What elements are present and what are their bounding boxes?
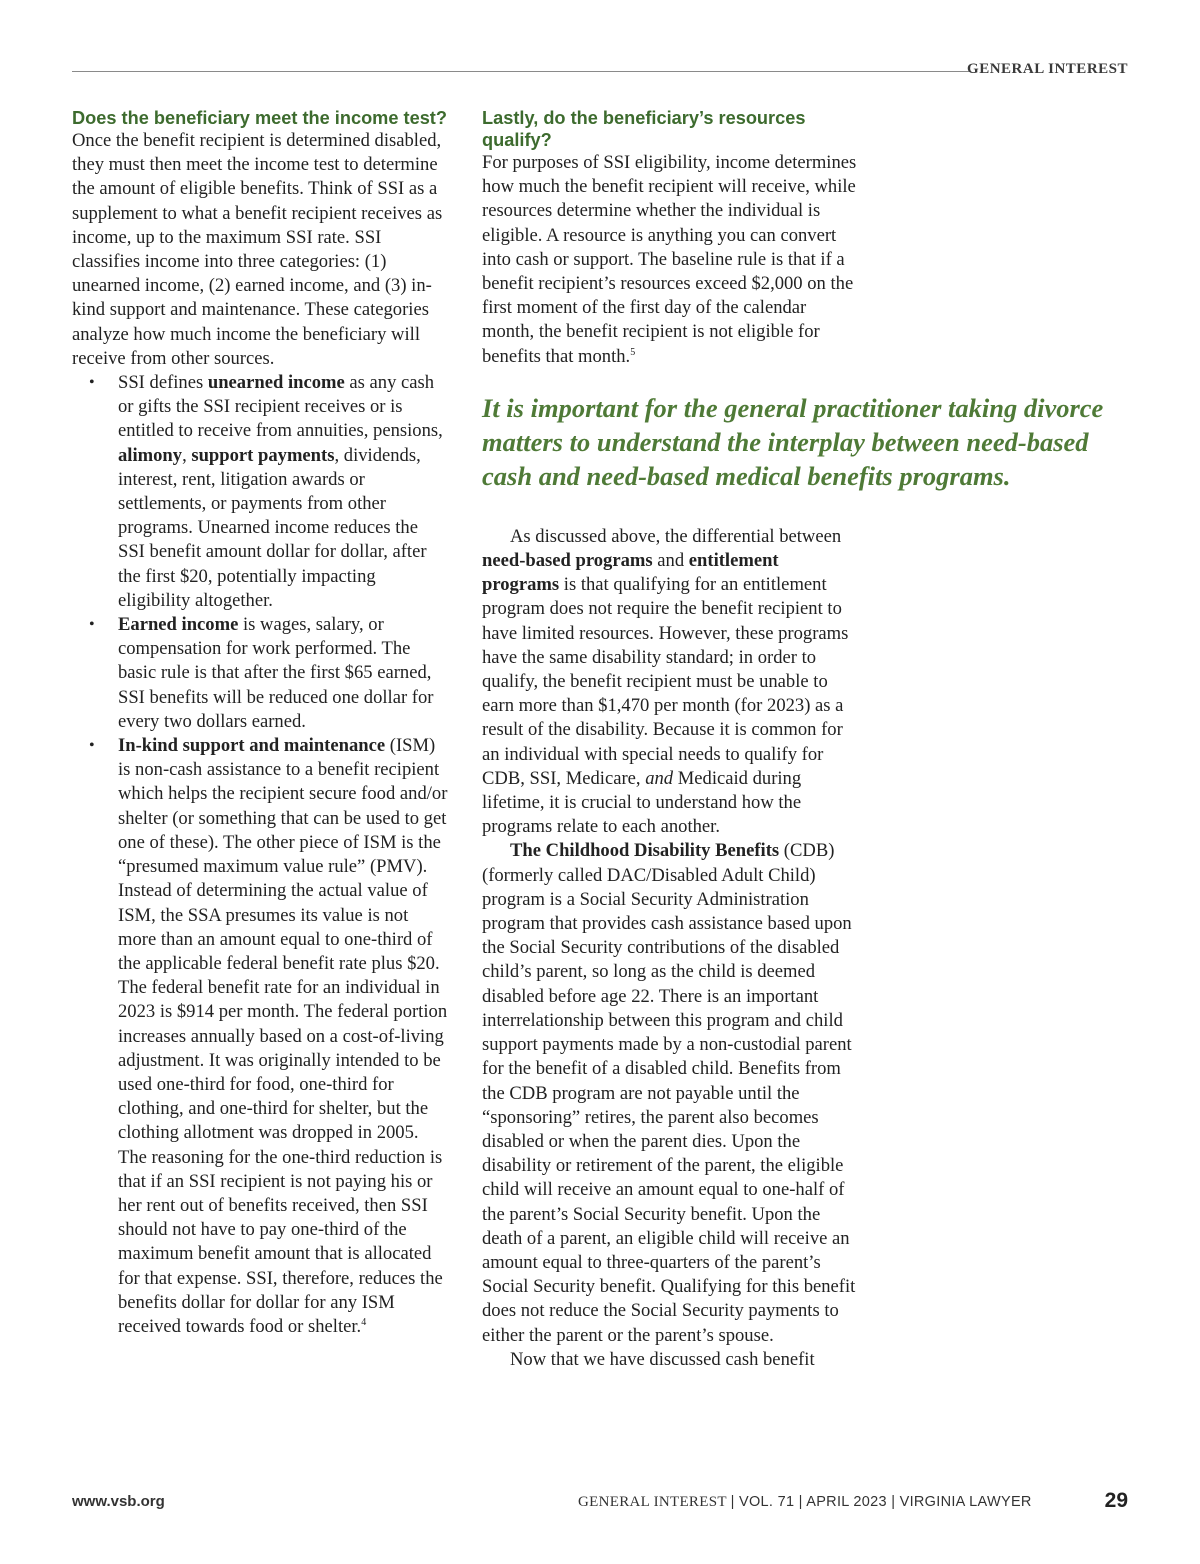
differential-paragraph: As discussed above, the differential between need-based programs and entitlement programs is that qualifying for an entitlement program does not require the benefit recipient to have limited resources. However, these programs have the same disability standard; in order to qualify, the benefit recipient must be unable to earn more than $1,470 per month (for 2023) as a result of the disability. Because it is common for an individual with special needs to qualify for CDB, SSI, Medicare, and Medicaid during lifetime, it is crucial to understand how the programs relate to each another.	[482, 525, 849, 838]
list-item: • SSI defines unearned income as any cash or gifts the SSI recipient receives or is entitled to receive from annuities, pensions, alimony, support payments, dividends, interest, rent, litigation awards or settlements, or payments from other programs. Unearned income reduces the SSI benefit amount dollar for dollar, after the first $20, potentially impacting eligibility altogether.	[89, 372, 443, 611]
footer-issue: | VOL. 71 | APRIL 2023 | VIRGINIA LAWYER	[730, 1494, 1032, 1510]
term-unearned-income: unearned income	[207, 372, 345, 394]
term-entitlement-programs: entitlement programs	[482, 550, 779, 596]
resources-paragraph: For purposes of SSI eligibility, income determines how much the benefit recipient will receive, while resources determine whether the individual is eligible. A resource is anything you can convert into cash or support. The baseline rule is that if a benefit recipient’s resources exceed $2,000 on the first moment of the first day of the calendar month, the benefit recipient is not eligible for benefits that month.$^5$	[482, 152, 857, 367]
header-rule	[72, 71, 970, 72]
term-in-kind-support: In-kind support and maintenance	[118, 735, 386, 757]
section-label: GENERAL INTEREST	[967, 61, 1128, 77]
page-number: 29	[1104, 1489, 1128, 1512]
list-item: • In-kind support and maintenance (ISM) is non-cash assistance to a benefit recipient which helps the recipient secure food and/or shelter (or something that can be used to get one of these). The other piece of ISM is the “presumed maximum value rule” (PMV). Instead of determining the actual value of ISM, the SSA presumes its value is not more than an amount equal to one-third of the applicable federal benefit rate plus $20. The federal benefit rate for an individual in 2023 is $914 per month. The federal portion increases annually based on a cost-of-living adjustment. It was originally intended to be used one-third for food, one-third for clothing, and one-third for shelter, but the clothing allotment was dropped in 2005. The reasoning for the one-third reduction is that if an SSI recipient is not paying his or her rent out of benefits received, then SSI should not have to pay one-third of the maximum benefit amount that is allocated for that expense. SSI, therefore, reduces the benefits dollar for dollar for any ISM received towards food or shelter.$^4$	[89, 735, 448, 1337]
term-support-payments: support payments	[191, 444, 335, 466]
footer-publication	[578, 1494, 1032, 1511]
footnote-ref-4: 4	[361, 1316, 367, 1328]
term-childhood-disability-benefits: The Childhood Disability Benefits	[510, 840, 780, 862]
income-test-intro: Once the benefit recipient is determined disabled, they must then meet the income test to determine the amount of eligible benefits. Think of SSI as a supplement to what a benefit recipient receives as income, up to the maximum SSI rate. SSI classifies income into three categories: (1) unearned income, (2) earned income, and (3) in-kind support and maintenance. These categories analyze how much income the beneficiary will receive from other sources.	[72, 130, 443, 369]
bullet-icon: •	[89, 616, 95, 634]
left-column	[72, 107, 448, 1339]
bullet-icon: •	[89, 374, 95, 392]
cdb-paragraph: The Childhood Disability Benefits (CDB) (formerly called DAC/Disabled Adult Child) program is a Social Security Administration program that provides cash assistance based upon the Social Security contributions of the disabled child’s parent, so long as the child is deemed disabled before age 22. There is an important interrelationship between this program and child support payments made by a non-custodial parent for the benefit of a disabled child. Benefits from the CDB program are not payable until the “sponsoring” retires, the parent also becomes disabled or when the parent dies. Upon the disability or retirement of the parent, the eligible child will receive an amount equal to one-half of the parent’s Social Security benefit. Upon the death of a parent, an eligible child will receive an amount equal to three-quarters of the parent’s Social Security benefit. Qualifying for this benefit does not reduce the Social Security payments to either the parent or the parent’s spouse.	[482, 840, 856, 1346]
resources-heading: Lastly, do the beneficiary’s resources qualify?	[482, 108, 806, 150]
bullet-icon: •	[89, 737, 95, 755]
closing-paragraph: Now that we have discussed cash benefit	[510, 1348, 815, 1370]
income-test-heading: Does the beneficiary meet the income test?	[72, 108, 447, 128]
right-column	[482, 107, 1104, 1372]
footnote-ref-5: 5	[630, 346, 636, 358]
emphasis-and: and	[645, 767, 674, 789]
term-earned-income: Earned income	[118, 614, 239, 636]
term-need-based-programs: need-based programs	[482, 550, 653, 572]
income-types-list	[72, 371, 448, 1339]
footer-section: GENERAL INTEREST	[578, 1494, 727, 1510]
list-item: • Earned income is wages, salary, or compensation for work performed. The basic rule is that after the first $65 earned, SSI benefits will be reduced one dollar for every two dollars earned.	[89, 614, 434, 732]
pull-quote: It is important for the general practitioner taking divorce matters to understand the interplay between need-based cash and need-based medical benefits programs.	[482, 392, 1104, 491]
footer-url[interactable]: www.vsb.org	[72, 1493, 165, 1510]
term-alimony: alimony	[118, 444, 183, 466]
